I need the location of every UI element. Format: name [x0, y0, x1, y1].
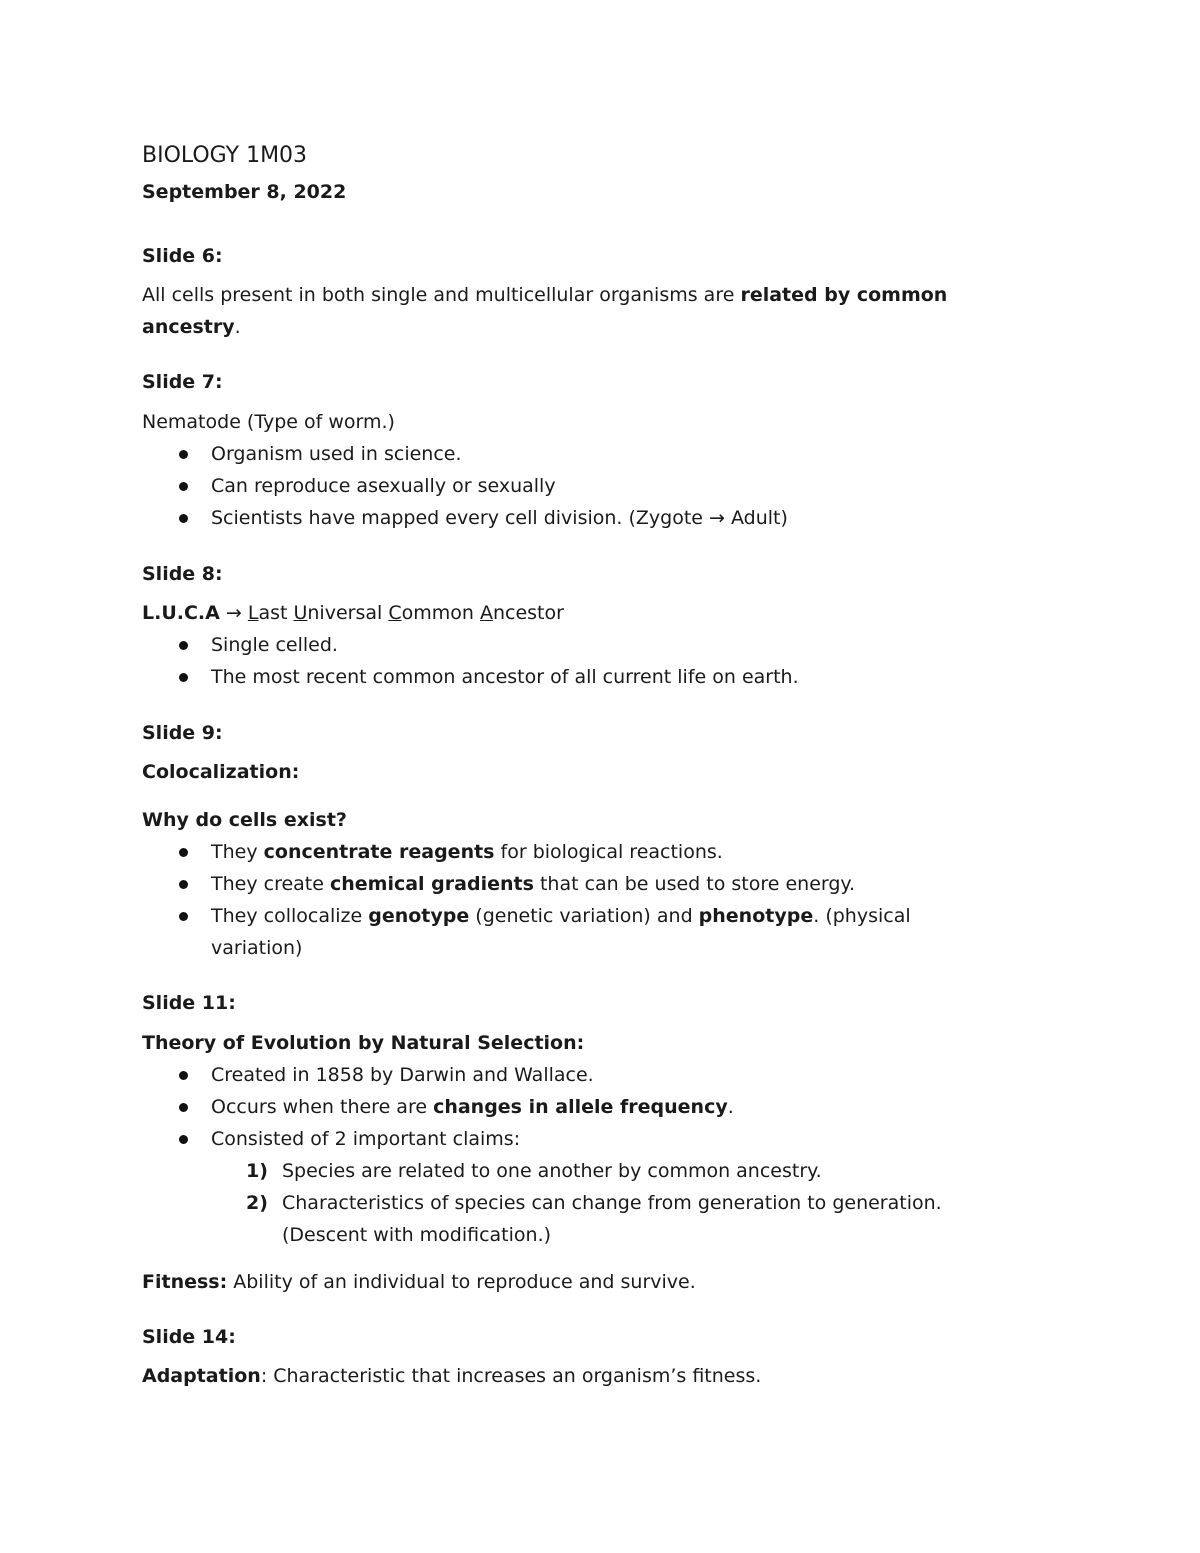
- fitness-definition: Fitness: Ability of an individual to reproduce and survive.: [142, 1271, 696, 1293]
- bullet-icon: [179, 514, 188, 523]
- bullet-icon: [179, 673, 188, 682]
- luca-definition: L.U.C.A → Last Universal Common Ancestor: [142, 602, 564, 624]
- slide-6-heading: Slide 6:: [142, 245, 223, 267]
- slide-7-heading: Slide 7:: [142, 371, 223, 393]
- bullet-icon: [179, 482, 188, 491]
- bullet-icon: [179, 912, 188, 921]
- bullet-icon: [179, 1071, 188, 1080]
- slide-11-heading: Slide 11:: [142, 992, 236, 1014]
- colocalization-heading: Colocalization:: [142, 761, 300, 783]
- bullet-icon: [179, 880, 188, 889]
- evolution-heading: Theory of Evolution by Natural Selection:: [142, 1032, 585, 1054]
- slide-6-text-line-2: ancestry.: [142, 316, 241, 338]
- slide-14-heading: Slide 14:: [142, 1326, 236, 1348]
- bullet-icon: [179, 450, 188, 459]
- slide-8-heading: Slide 8:: [142, 563, 223, 585]
- bullet-icon: [179, 1103, 188, 1112]
- slide-6-text-line-1: All cells present in both single and multicellular organisms are related by common: [142, 284, 948, 306]
- slide-9-heading: Slide 9:: [142, 722, 223, 744]
- bullet-icon: [179, 641, 188, 650]
- slide-7-intro: Nematode (Type of worm.): [142, 411, 395, 433]
- bullet-icon: [179, 848, 188, 857]
- adaptation-definition: Adaptation: Characteristic that increases an organism’s fitness.: [142, 1365, 762, 1387]
- bullet-icon: [179, 1135, 188, 1144]
- question-heading: Why do cells exist?: [142, 809, 347, 831]
- lecture-date: September 8, 2022: [142, 181, 347, 203]
- course-title: BIOLOGY 1M03: [142, 143, 308, 168]
